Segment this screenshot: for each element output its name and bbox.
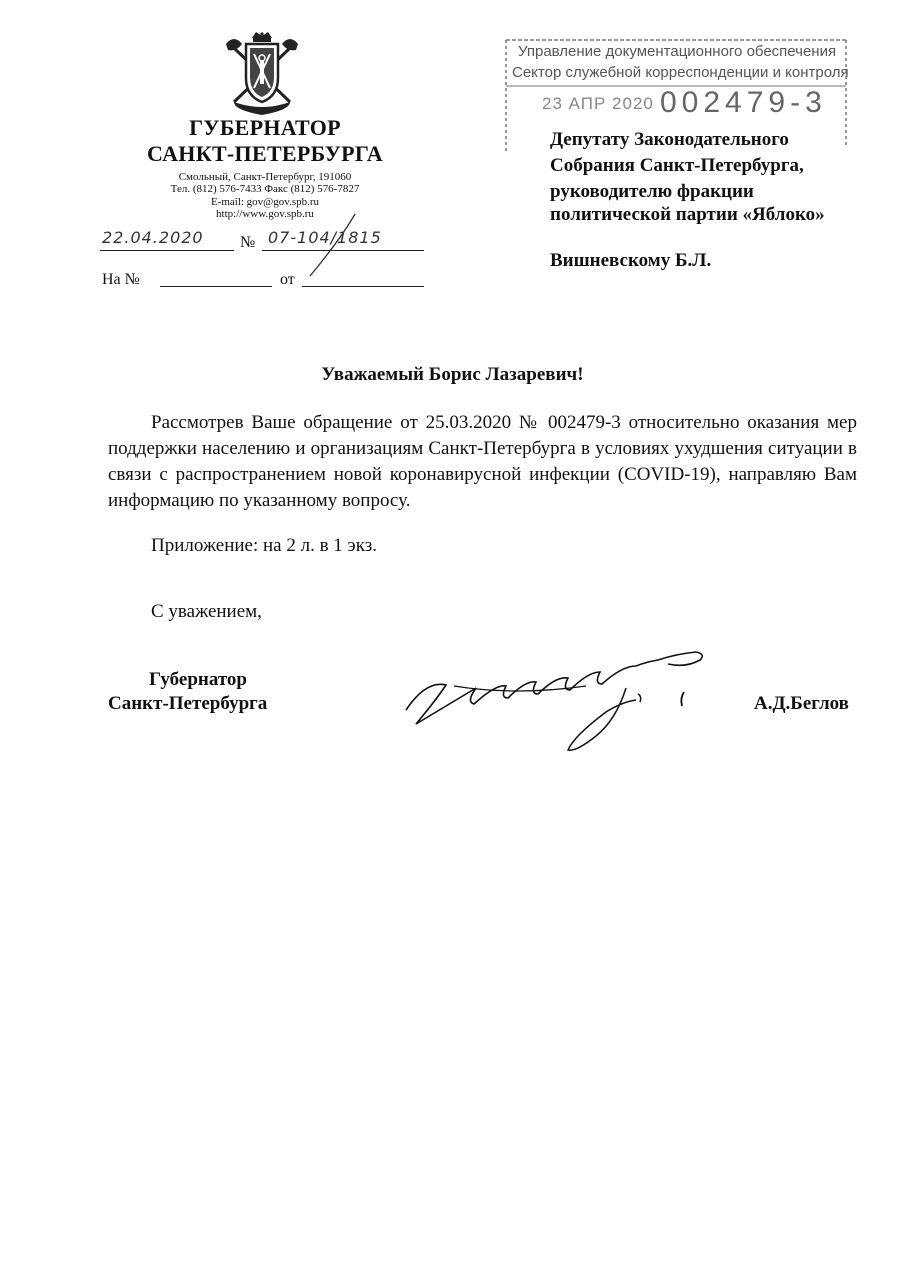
stamp-date: 23 АПР 2020 bbox=[542, 94, 654, 113]
coat-of-arms-icon bbox=[220, 30, 305, 116]
outgoing-date-line bbox=[100, 250, 234, 251]
attachment-note: Приложение: на 2 л. в 1 экз. bbox=[151, 535, 377, 556]
letterhead-title-line2: САНКТ-ПЕТЕРБУРГА bbox=[147, 141, 383, 166]
addressee-line3: руководителю фракции bbox=[550, 181, 754, 202]
closing: С уважением, bbox=[151, 601, 262, 622]
addressee-line2: Собрания Санкт-Петербурга, bbox=[550, 155, 804, 176]
letter-body: Рассмотрев Ваше обращение от 25.03.2020 № 002479-3 относительно оказания мер поддержки населению и организациям Санкт-Петербурга в условиях ухудшения ситуации в связи с распространением новой коронавирусной инфекции (COVID-19), направляю Вам информацию по указанному вопросу. bbox=[108, 412, 857, 511]
letterhead-address: Смольный, Санкт-Петербург, 191060 bbox=[178, 171, 352, 183]
addressee-name: Вишневскому Б.Л. bbox=[550, 250, 712, 271]
signer-title-line1: Губернатор bbox=[149, 669, 247, 690]
handwritten-slash-mark bbox=[300, 210, 360, 280]
reply-number-line bbox=[160, 286, 272, 287]
stamp-registration-number: 002479-3 bbox=[660, 86, 827, 119]
addressee-line4: политической партии «Яблоко» bbox=[550, 204, 825, 225]
signer-title-line2: Санкт-Петербурга bbox=[108, 693, 268, 714]
outgoing-number-label: № bbox=[240, 234, 256, 251]
reply-number-label: На № bbox=[102, 271, 140, 288]
outgoing-date: 22.04.2020 bbox=[102, 228, 204, 247]
reply-from-label: от bbox=[280, 271, 295, 288]
signer-name: А.Д.Беглов bbox=[754, 693, 849, 714]
letterhead-title-line1: ГУБЕРНАТОР bbox=[189, 115, 341, 140]
letterhead-email: E-mail: gov@gov.spb.ru bbox=[210, 196, 320, 208]
reply-date-line bbox=[302, 286, 424, 287]
handwritten-signature-icon bbox=[396, 640, 726, 760]
letterhead-phone: Тел. (812) 576-7433 Факс (812) 576-7827 bbox=[170, 183, 360, 195]
addressee-line1: Депутату Законодательного bbox=[550, 129, 789, 150]
salutation: Уважаемый Борис Лазаревич! bbox=[321, 364, 584, 385]
letterhead-website: http://www.gov.spb.ru bbox=[216, 208, 314, 220]
outgoing-number: 07-104/1815 bbox=[268, 228, 382, 247]
stamp-line1: Управление документационного обеспечения bbox=[518, 43, 837, 60]
stamp-line2: Сектор служебной корреспонденции и контроля bbox=[512, 64, 849, 81]
